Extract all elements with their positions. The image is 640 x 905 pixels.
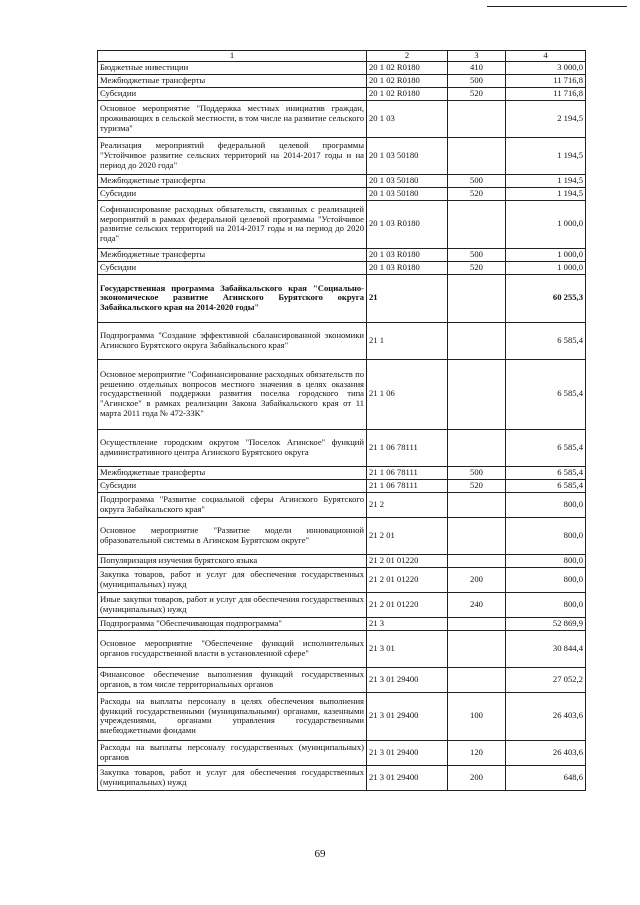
row-name-cell: Закупка товаров, работ и услуг для обеспечения государственных (муниципальных) нужд	[98, 765, 367, 790]
table-row	[98, 592, 586, 617]
row-name-cell: Софинансирование расходных обязательств, связанных с реализацией мероприятий в рамках федеральной целевой программы "Устойчивое развитие сельских территорий на 2014-2017 годы и на период до 2020 года"	[98, 200, 367, 248]
table-row	[98, 87, 586, 100]
row-code-cell: 21 3	[367, 617, 448, 630]
row-code-cell: 21 1 06 78111	[367, 479, 448, 492]
table-row	[98, 200, 586, 248]
row-code-cell: 20 1 03 50180	[367, 187, 448, 200]
row-code-cell: 21	[367, 274, 448, 322]
column-header-1: 1	[98, 51, 367, 62]
row-type-cell: 500	[448, 248, 506, 261]
row-type-cell: 200	[448, 567, 506, 592]
row-code-cell: 21 2 01 01220	[367, 592, 448, 617]
table-header-row	[98, 51, 586, 62]
row-sum-cell: 30 844,4	[506, 630, 586, 667]
row-code-cell: 20 1 02 R0180	[367, 74, 448, 87]
table-row	[98, 692, 586, 740]
row-type-cell: 120	[448, 740, 506, 765]
row-type-cell: 520	[448, 187, 506, 200]
table-row	[98, 765, 586, 790]
row-name-cell: Основное мероприятие "Обеспечение функций исполнительных органов государственной власти в установленной сфере"	[98, 630, 367, 667]
table-row	[98, 492, 586, 517]
table-row	[98, 740, 586, 765]
row-name-cell: Межбюджетные трансферты	[98, 466, 367, 479]
table-row	[98, 274, 586, 322]
table-row	[98, 517, 586, 554]
row-code-cell: 21 2 01	[367, 517, 448, 554]
table-row	[98, 359, 586, 429]
row-type-cell: 500	[448, 466, 506, 479]
row-sum-cell: 26 403,6	[506, 692, 586, 740]
row-name-cell: Подпрограмма "Создание эффективной сбалансированной экономики Агинского Бурятского округа Забайкальского края"	[98, 322, 367, 359]
row-type-cell	[448, 274, 506, 322]
row-type-cell	[448, 630, 506, 667]
row-sum-cell: 1 194,5	[506, 174, 586, 187]
row-name-cell: Закупка товаров, работ и услуг для обеспечения государственных (муниципальных) нужд	[98, 567, 367, 592]
column-header-2: 2	[367, 51, 448, 62]
row-type-cell	[448, 322, 506, 359]
row-sum-cell: 800,0	[506, 492, 586, 517]
table-row	[98, 261, 586, 274]
table-body	[98, 61, 586, 790]
row-sum-cell: 648,6	[506, 765, 586, 790]
table-row	[98, 479, 586, 492]
row-name-cell: Расходы на выплаты персоналу в целях обеспечения выполнения функций государственными (муниципальными) органами, казенными учреждениями, органами управления государственными внебюджетными фондами	[98, 692, 367, 740]
row-code-cell: 21 3 01 29400	[367, 692, 448, 740]
row-type-cell: 410	[448, 61, 506, 74]
row-type-cell	[448, 492, 506, 517]
row-type-cell	[448, 429, 506, 466]
row-code-cell: 20 1 02 R0180	[367, 87, 448, 100]
row-sum-cell: 800,0	[506, 567, 586, 592]
row-type-cell: 500	[448, 74, 506, 87]
row-type-cell	[448, 617, 506, 630]
row-sum-cell: 800,0	[506, 554, 586, 567]
table-row	[98, 248, 586, 261]
row-code-cell: 20 1 03 50180	[367, 174, 448, 187]
row-name-cell: Подпрограмма "Развитие социальной сферы Агинского Бурятского округа Забайкальского края"	[98, 492, 367, 517]
row-code-cell: 20 1 03 50180	[367, 137, 448, 174]
table-row	[98, 187, 586, 200]
row-sum-cell: 3 000,0	[506, 61, 586, 74]
row-name-cell: Межбюджетные трансферты	[98, 248, 367, 261]
row-code-cell: 20 1 03 R0180	[367, 200, 448, 248]
row-name-cell: Бюджетные инвестиции	[98, 61, 367, 74]
row-sum-cell: 6 585,4	[506, 466, 586, 479]
row-sum-cell: 1 000,0	[506, 261, 586, 274]
table-row	[98, 466, 586, 479]
row-type-cell: 520	[448, 87, 506, 100]
row-code-cell: 21 2	[367, 492, 448, 517]
table-row	[98, 174, 586, 187]
row-type-cell: 100	[448, 692, 506, 740]
row-type-cell	[448, 359, 506, 429]
table-row	[98, 322, 586, 359]
row-sum-cell: 6 585,4	[506, 322, 586, 359]
row-type-cell	[448, 137, 506, 174]
row-name-cell: Реализация мероприятий федеральной целевой программы "Устойчивое развитие сельских территорий на 2014-2017 годы и на период до 2020 года"	[98, 137, 367, 174]
row-type-cell: 520	[448, 261, 506, 274]
row-name-cell: Субсидии	[98, 261, 367, 274]
page-number: 69	[314, 848, 326, 860]
row-sum-cell: 60 255,3	[506, 274, 586, 322]
row-name-cell: Субсидии	[98, 479, 367, 492]
row-name-cell: Государственная программа Забайкальского края "Социально-экономическое развитие Агинского Бурятского округа Забайкальского края на 2014-2020 годы"	[98, 274, 367, 322]
row-type-cell: 520	[448, 479, 506, 492]
table-row	[98, 137, 586, 174]
row-name-cell: Популяризация изучения бурятского языка	[98, 554, 367, 567]
row-code-cell: 20 1 03	[367, 100, 448, 137]
row-type-cell: 240	[448, 592, 506, 617]
row-code-cell: 21 1 06	[367, 359, 448, 429]
table-row	[98, 61, 586, 74]
row-code-cell: 21 3 01 29400	[367, 765, 448, 790]
table-row	[98, 554, 586, 567]
row-name-cell: Субсидии	[98, 87, 367, 100]
row-sum-cell: 6 585,4	[506, 359, 586, 429]
row-sum-cell: 800,0	[506, 592, 586, 617]
row-type-cell	[448, 667, 506, 692]
row-sum-cell: 1 194,5	[506, 187, 586, 200]
row-name-cell: Межбюджетные трансферты	[98, 174, 367, 187]
row-name-cell: Иные закупки товаров, работ и услуг для обеспечения государственных (муниципальных) нужд	[98, 592, 367, 617]
row-code-cell: 21 3 01 29400	[367, 667, 448, 692]
row-type-cell: 500	[448, 174, 506, 187]
row-sum-cell: 11 716,8	[506, 74, 586, 87]
row-type-cell: 200	[448, 765, 506, 790]
row-sum-cell: 1 000,0	[506, 248, 586, 261]
row-code-cell: 21 1	[367, 322, 448, 359]
table-row	[98, 630, 586, 667]
row-type-cell	[448, 517, 506, 554]
row-sum-cell: 1 000,0	[506, 200, 586, 248]
row-sum-cell: 1 194,5	[506, 137, 586, 174]
row-code-cell: 20 1 02 R0180	[367, 61, 448, 74]
row-name-cell: Финансовое обеспечение выполнения функций государственных органов, в том числе территориальных органов	[98, 667, 367, 692]
column-header-4: 4	[506, 51, 586, 62]
row-type-cell	[448, 100, 506, 137]
row-code-cell: 21 2 01 01220	[367, 567, 448, 592]
row-type-cell	[448, 200, 506, 248]
row-code-cell: 20 1 03 R0180	[367, 248, 448, 261]
row-name-cell: Расходы на выплаты персоналу государственных (муниципальных) органов	[98, 740, 367, 765]
row-code-cell: 21 3 01 29400	[367, 740, 448, 765]
column-header-3: 3	[448, 51, 506, 62]
row-sum-cell: 11 716,8	[506, 87, 586, 100]
row-sum-cell: 26 403,6	[506, 740, 586, 765]
table-row	[98, 100, 586, 137]
table-row	[98, 429, 586, 466]
top-rule	[487, 6, 627, 7]
row-name-cell: Основное мероприятие "Поддержка местных инициатив граждан, проживающих в сельской местности, в том числе на развитие сельского туризма"	[98, 100, 367, 137]
row-sum-cell: 27 052,2	[506, 667, 586, 692]
row-type-cell	[448, 554, 506, 567]
table-row	[98, 667, 586, 692]
row-sum-cell: 6 585,4	[506, 429, 586, 466]
row-sum-cell: 52 869,9	[506, 617, 586, 630]
row-code-cell: 21 3 01	[367, 630, 448, 667]
row-code-cell: 21 1 06 78111	[367, 429, 448, 466]
row-name-cell: Основное мероприятие "Развитие модели инновационной образовательной системы в Агинском Бурятском округе"	[98, 517, 367, 554]
budget-table	[97, 50, 586, 791]
table-row	[98, 617, 586, 630]
table-row	[98, 74, 586, 87]
row-code-cell: 21 1 06 78111	[367, 466, 448, 479]
row-name-cell: Осуществление городским округом "Поселок Агинское" функций административного центра Агинского Бурятского округа	[98, 429, 367, 466]
row-sum-cell: 6 585,4	[506, 479, 586, 492]
row-name-cell: Основное мероприятие "Софинансирование расходных обязательств по решению отдельных вопросов местного значения в целях оказания государственной поддержки развития поселка городского типа "Агинское" в рамках реализации Закона Забайкальского края от 11 марта 2011 года № 472-ЗЗК"	[98, 359, 367, 429]
table-row	[98, 567, 586, 592]
row-sum-cell: 2 194,5	[506, 100, 586, 137]
row-name-cell: Подпрограмма "Обеспечивающая подпрограмма"	[98, 617, 367, 630]
row-sum-cell: 800,0	[506, 517, 586, 554]
row-code-cell: 20 1 03 R0180	[367, 261, 448, 274]
row-name-cell: Межбюджетные трансферты	[98, 74, 367, 87]
row-name-cell: Субсидии	[98, 187, 367, 200]
row-code-cell: 21 2 01 01220	[367, 554, 448, 567]
